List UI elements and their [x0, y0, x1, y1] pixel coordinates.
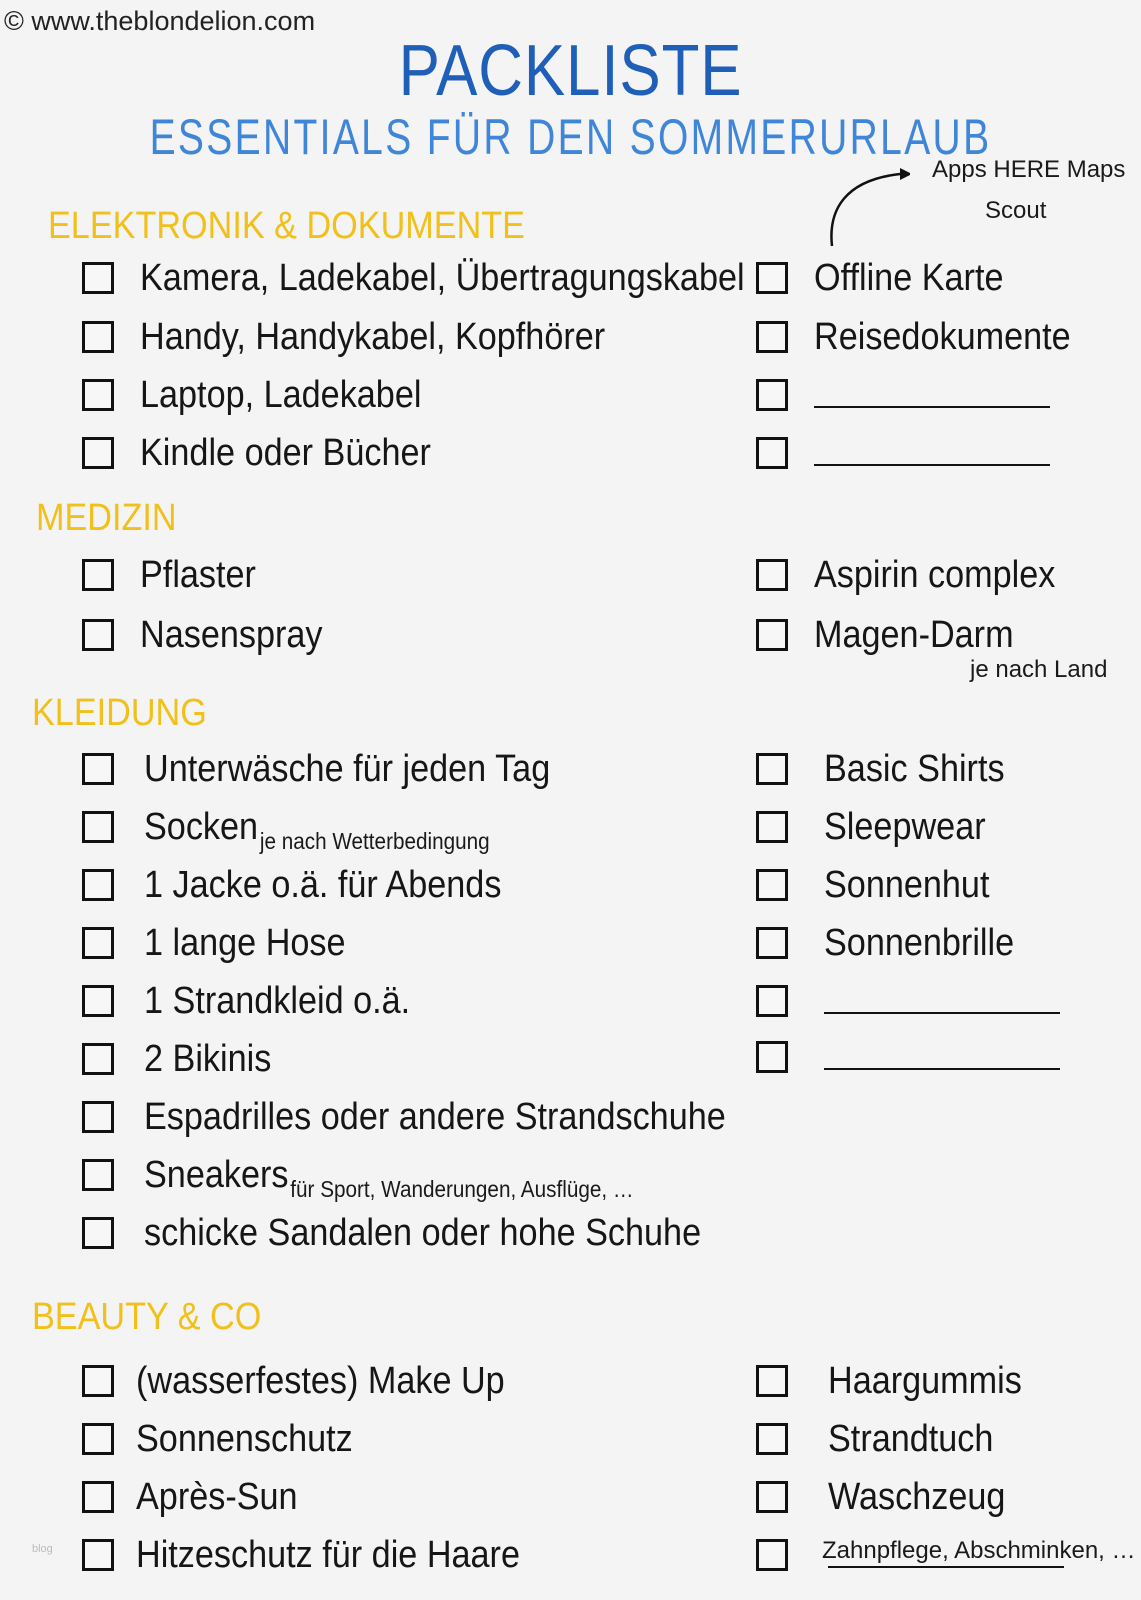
- item-label: [814, 253, 1003, 303]
- item-label: [144, 918, 346, 968]
- checkbox[interactable]: [756, 869, 788, 901]
- section-heading-elektronik-dokumente: ELEKTRONIK & DOKUMENTE: [48, 205, 525, 247]
- item-label: [824, 918, 1014, 968]
- item-text: Sleepwear: [824, 806, 986, 848]
- item-text: Après-Sun: [136, 1476, 298, 1518]
- checkbox[interactable]: [82, 1365, 114, 1397]
- item-text: 1 Jacke o.ä. für Abends: [144, 864, 502, 906]
- item-label: [140, 610, 322, 660]
- blank-line[interactable]: [814, 406, 1050, 408]
- item-label: [140, 428, 431, 478]
- blank-line[interactable]: [824, 1012, 1060, 1014]
- checkbox[interactable]: [82, 321, 114, 353]
- checkbox[interactable]: [756, 619, 788, 651]
- checkbox[interactable]: [756, 262, 788, 294]
- page-subtitle: ESSENTIALS FÜR DEN SOMMERURLAUB: [149, 109, 992, 165]
- checkbox[interactable]: [82, 1539, 114, 1571]
- checkbox[interactable]: [756, 753, 788, 785]
- checkbox[interactable]: [756, 1365, 788, 1397]
- item-text: Kamera, Ladekabel, Übertragungskabel: [140, 257, 745, 299]
- checkbox[interactable]: [82, 1101, 114, 1133]
- item-label: [136, 1414, 353, 1464]
- item-text: schicke Sandalen oder hohe Schuhe: [144, 1212, 702, 1254]
- checkbox[interactable]: [82, 262, 114, 294]
- item-label: [814, 312, 1071, 362]
- item-text: 1 lange Hose: [144, 922, 346, 964]
- item-text: Magen-Darm: [814, 614, 1014, 656]
- item-label: [140, 312, 605, 362]
- checkbox[interactable]: [82, 985, 114, 1017]
- item-label: [140, 370, 421, 420]
- item-label: [814, 610, 1014, 660]
- checkbox[interactable]: [82, 1423, 114, 1455]
- item-text: Haargummis: [828, 1360, 1022, 1402]
- item-text: (wasserfestes) Make Up: [136, 1360, 505, 1402]
- item-label: [824, 802, 986, 852]
- item-text: Kindle oder Bücher: [140, 432, 431, 474]
- item-text: Offline Karte: [814, 257, 1004, 299]
- item-text: Sonnenhut: [824, 864, 990, 906]
- item-text: Reisedokumente: [814, 316, 1071, 358]
- item-note: je nach Wetterbedingung: [259, 828, 490, 854]
- item-text: Sneakers: [144, 1154, 289, 1196]
- section-heading-beauty-co: BEAUTY & CO: [32, 1296, 262, 1338]
- item-label: [814, 550, 1055, 600]
- checkbox[interactable]: [756, 559, 788, 591]
- item-label: [140, 253, 745, 303]
- blank-line[interactable]: [828, 1566, 1064, 1568]
- checkbox[interactable]: [82, 559, 114, 591]
- item-text: Waschzeug: [828, 1476, 1006, 1518]
- item-text: Handy, Handykabel, Kopfhörer: [140, 316, 606, 358]
- section-heading-medizin: MEDIZIN: [36, 497, 177, 539]
- item-label: [136, 1356, 505, 1406]
- checkbox[interactable]: [82, 811, 114, 843]
- item-label: [144, 1034, 271, 1084]
- checkbox[interactable]: [82, 437, 114, 469]
- item-label: [828, 1472, 1005, 1522]
- checkbox[interactable]: [756, 1423, 788, 1455]
- checkbox[interactable]: [756, 985, 788, 1017]
- item-text: Laptop, Ladekabel: [140, 374, 422, 416]
- checkbox[interactable]: [756, 437, 788, 469]
- item-label: [144, 1208, 701, 1258]
- blank-line[interactable]: [814, 464, 1050, 466]
- item-text: Aspirin complex: [814, 554, 1056, 596]
- item-text: Socken: [144, 806, 259, 848]
- item-label: [144, 860, 501, 910]
- checkbox[interactable]: [82, 753, 114, 785]
- item-label: [828, 1356, 1022, 1406]
- item-text: Sonnenbrille: [824, 922, 1015, 964]
- item-text: Hitzeschutz für die Haare: [136, 1534, 520, 1576]
- watermark: © www.theblondelion.com: [4, 6, 316, 36]
- item-label: [140, 550, 256, 600]
- checkbox[interactable]: [756, 321, 788, 353]
- blank-line[interactable]: [824, 1068, 1060, 1070]
- apps-note-line2: Scout: [985, 197, 1047, 224]
- item-text: 2 Bikinis: [144, 1038, 272, 1080]
- checkbox[interactable]: [82, 619, 114, 651]
- checkbox[interactable]: [82, 1217, 114, 1249]
- item-note: für Sport, Wanderungen, Ausflüge, …: [290, 1176, 634, 1202]
- checkbox[interactable]: [756, 379, 788, 411]
- section-heading-kleidung: KLEIDUNG: [32, 692, 207, 734]
- item-text: Pflaster: [140, 554, 256, 596]
- footer-mark: blog: [32, 1543, 53, 1555]
- item-subnote: je nach Land: [970, 656, 1108, 683]
- item-text: Strandtuch: [828, 1418, 994, 1460]
- checkbox[interactable]: [82, 927, 114, 959]
- item-label: [136, 1472, 298, 1522]
- item-label: [136, 1530, 520, 1580]
- checkbox[interactable]: [82, 1481, 114, 1513]
- item-text: Espadrilles oder andere Strandschuhe: [144, 1096, 726, 1138]
- item-label: [144, 802, 490, 866]
- page-title: PACKLISTE: [398, 31, 743, 111]
- item-subnote: Zahnpflege, Abschminken, …: [822, 1537, 1136, 1564]
- item-text: Unterwäsche für jeden Tag: [144, 748, 551, 790]
- item-text: Nasenspray: [140, 614, 323, 656]
- item-label: [144, 1092, 726, 1142]
- item-label: [144, 976, 410, 1026]
- item-label: [828, 1414, 993, 1464]
- item-text: Basic Shirts: [824, 748, 1005, 790]
- item-label: [824, 860, 989, 910]
- checkbox[interactable]: [82, 1043, 114, 1075]
- checkbox[interactable]: [756, 1041, 788, 1073]
- item-label: [824, 744, 1005, 794]
- checkbox[interactable]: [756, 811, 788, 843]
- checkbox[interactable]: [756, 1539, 788, 1571]
- checkbox[interactable]: [82, 1159, 114, 1191]
- item-label: [144, 1150, 634, 1214]
- checkbox[interactable]: [756, 1481, 788, 1513]
- checkbox[interactable]: [82, 869, 114, 901]
- checkbox[interactable]: [82, 379, 114, 411]
- item-text: 1 Strandkleid o.ä.: [144, 980, 411, 1022]
- checkbox[interactable]: [756, 927, 788, 959]
- item-text: Sonnenschutz: [136, 1418, 353, 1460]
- curved-arrow-icon: [800, 160, 910, 250]
- apps-note-line1: Apps HERE Maps: [932, 156, 1126, 183]
- item-label: [144, 744, 550, 794]
